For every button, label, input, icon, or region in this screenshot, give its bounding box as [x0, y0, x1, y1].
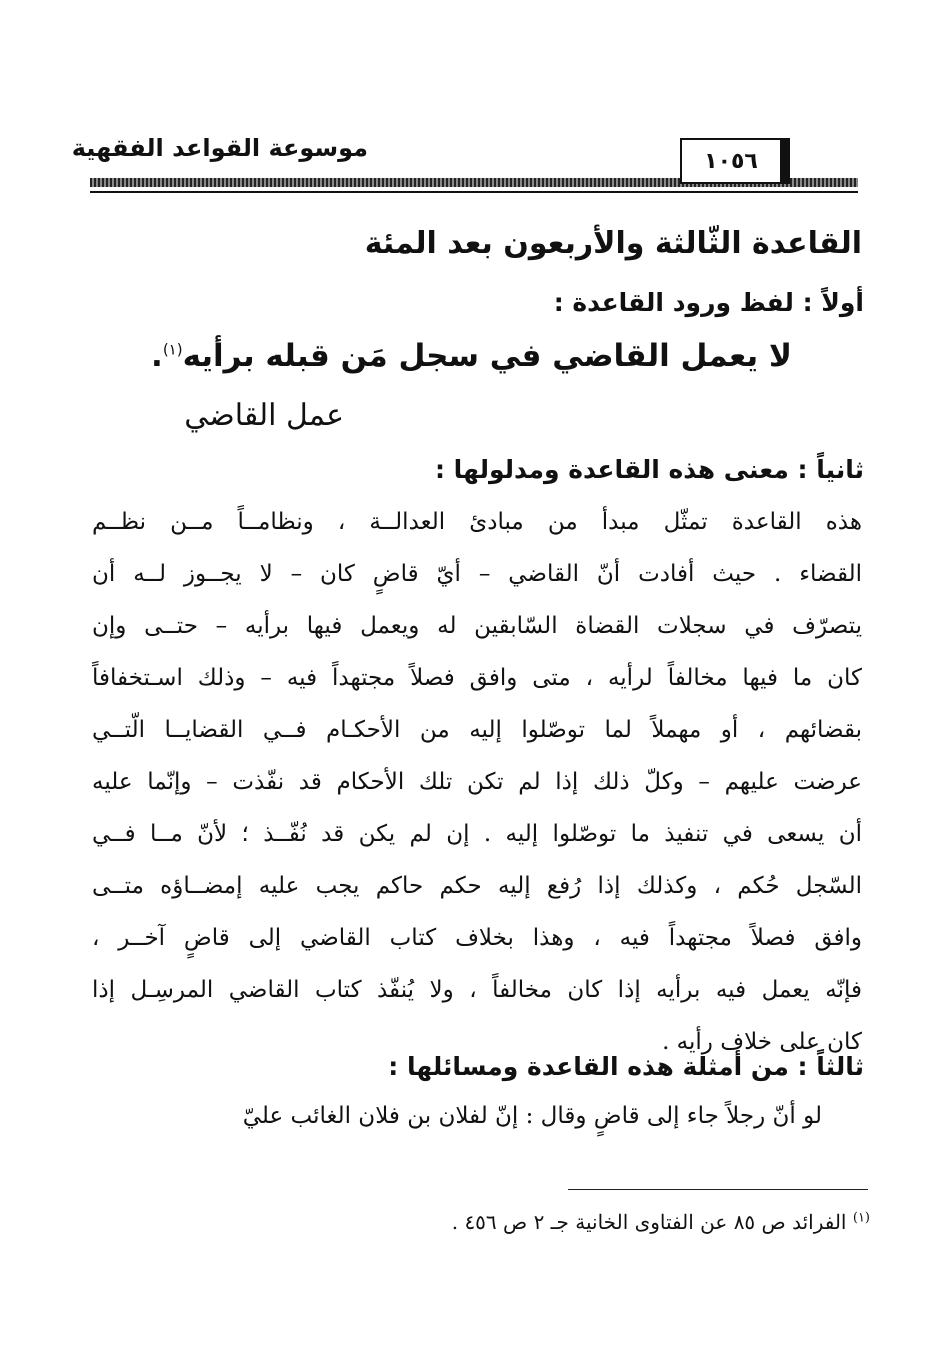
book-title: موسوعة القواعد الفقهية [71, 134, 368, 162]
footnote-rule [568, 1189, 868, 1190]
paragraph-line: أن يسعى في تنفيذ ما توصّلوا إليه . إن لم يكن قد نُفّــذ ؛ لأنّ مــا فــي [92, 821, 862, 847]
rule-text-period: . [151, 338, 163, 374]
paragraph-line: فإنّه يعمل فيه برأيه إذا كان مخالفاً ، ولا يُنفّذ كتاب القاضي المرسِـل إذا [92, 977, 862, 1003]
paragraph-line: القضاء . حيث أفادت أنّ القاضي – أيّ قاضٍ كان – لا يجــوز لــه أن [92, 561, 862, 587]
rule-title: القاعدة الثّالثة والأربعون بعد المئة [364, 226, 862, 261]
section-2-paragraph [92, 496, 862, 1068]
paragraph-line: كان على خلاف رأيه . [662, 1029, 862, 1055]
paragraph-line: السّجل حُكم ، وكذلك إذا رُفع إليه حكم حاكم يجب عليه إمضــاؤه متــى [92, 873, 862, 899]
section-1-heading: أولاً : لفظ ورود القاعدة : [553, 288, 864, 317]
header-rule-thin [90, 191, 858, 193]
paragraph-line: هذه القاعدة تمثّل مبدأ من مبادئ العدالــة ، ونظامــاً مــن نظــم [92, 509, 862, 535]
page-number: ١٠٥٦ [680, 138, 790, 184]
footnote-text: الفرائد ص ٨٥ عن الفتاوى الخانية جـ ٢ ص ٤٥٦ . [451, 1210, 847, 1234]
rule-text [151, 338, 792, 374]
section-3-heading: ثالثاً : من أمثلة هذه القاعدة ومسائلها : [388, 1052, 864, 1081]
footnote [452, 1210, 870, 1234]
rule-footnote-marker: (١) [162, 340, 183, 359]
section-3-first-line: لو أنّ رجلاً جاء إلى قاضٍ وقال : إنّ لفلان بن فلان الغائب عليّ [242, 1103, 822, 1129]
paragraph-line: وافق فصلاً مجتهداً فيه ، وهذا بخلاف كتاب القاضي إلى قاضٍ آخــر ، [92, 925, 862, 951]
paragraph-line: عرضت عليهم – وكلّ ذلك إذا لم تكن تلك الأحكام قد نفّذت – وإنّما عليه [92, 769, 862, 795]
rule-keyword: عمل القاضي [184, 398, 344, 433]
paragraph-line: كان ما فيها مخالفاً لرأيه ، متى وافق فصلاً مجتهداً فيه – وذلك اسـتخفافاً [92, 665, 862, 691]
footnote-marker: (١) [852, 1210, 870, 1226]
section-2-heading: ثانياً : معنى هذه القاعدة ومدلولها : [434, 455, 864, 484]
rule-text-body: لا يعمل القاضي في سجل مَن قبله برأيه [182, 338, 792, 374]
paragraph-line: بقضائهم ، أو مهملاً لما توصّلوا إليه من الأحكـام فــي القضايــا الّتــي [92, 717, 862, 743]
paragraph-line: يتصرّف في سجلات القضاة السّابقين له ويعمل فيها برأيه – حتــى وإن [92, 613, 862, 639]
